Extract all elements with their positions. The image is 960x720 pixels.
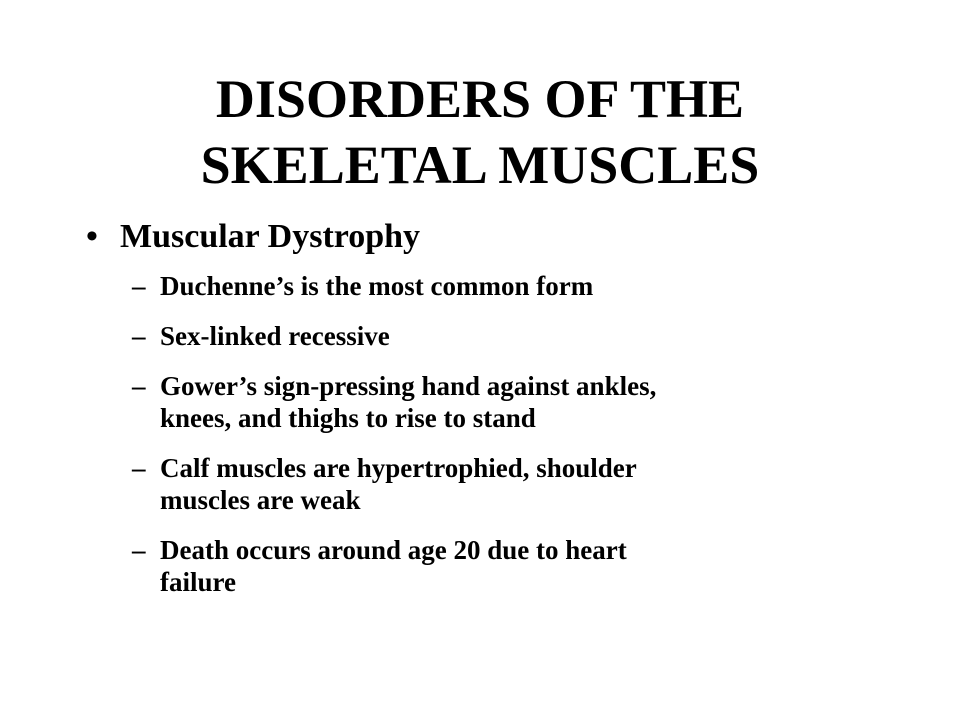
sub-bullet-marker: – xyxy=(132,535,146,565)
slide-title-line-2: SKELETAL MUSCLES xyxy=(200,135,760,195)
sub-bullet-list xyxy=(132,270,852,616)
sub-bullet-text: Sex-linked recessive xyxy=(160,321,390,351)
slide-title-line-1: DISORDERS OF THE xyxy=(215,69,745,129)
bullet-text: Muscular Dystrophy xyxy=(120,218,421,255)
sub-bullet-text: Death occurs around age 20 due to heart failure xyxy=(160,535,627,597)
sub-bullet-item xyxy=(132,370,852,434)
bullet-muscular-dystrophy xyxy=(86,215,420,259)
sub-bullet-text: Calf muscles are hypertrophied, shoulder muscles are weak xyxy=(160,453,637,515)
sub-bullet-marker: – xyxy=(132,371,146,401)
sub-bullet-item xyxy=(132,320,852,352)
sub-bullet-item xyxy=(132,452,852,516)
slide-title xyxy=(0,66,960,198)
sub-bullet-text: Duchenne’s is the most common form xyxy=(160,271,594,301)
sub-bullet-marker: – xyxy=(132,453,146,483)
sub-bullet-marker: – xyxy=(132,321,146,351)
sub-bullet-item xyxy=(132,534,852,598)
sub-bullet-marker: – xyxy=(132,271,146,301)
sub-bullet-item xyxy=(132,270,852,302)
sub-bullet-text: Gower’s sign-pressing hand against ankles, knees, and thighs to rise to stand xyxy=(160,371,657,433)
bullet-marker: • xyxy=(86,218,98,255)
